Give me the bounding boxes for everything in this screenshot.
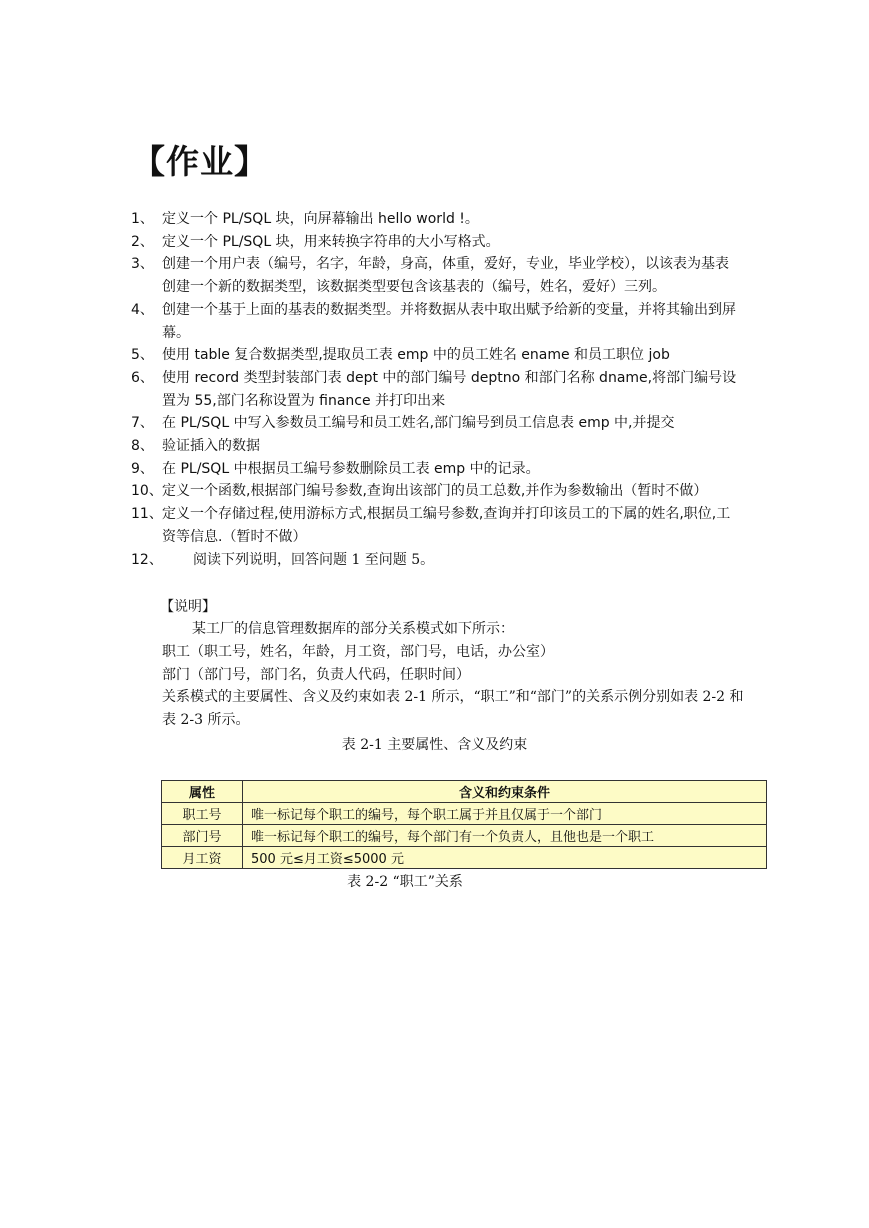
list-item	[0, 458, 869, 481]
table-cell: 月工资	[162, 847, 243, 869]
note-paragraph: 某工厂的信息管理数据库的部分关系模式如下所示：	[192, 621, 514, 637]
item-text: 在 PL/SQL 中根据员工编号参数删除员工表 emp 中的记录。	[162, 460, 540, 477]
attribute-table	[161, 780, 767, 869]
item-number: 7、	[131, 415, 154, 432]
item-number: 12、	[131, 551, 163, 568]
table-row	[162, 847, 767, 869]
list-item	[0, 208, 869, 231]
item-number: 4、	[131, 301, 154, 318]
item-number: 2、	[131, 233, 154, 250]
item-number: 9、	[131, 460, 154, 477]
table-cell: 500 元≤月工资≤5000 元	[243, 847, 767, 869]
item-text: 定义一个存储过程,使用游标方式,根据员工编号参数,查询并打印该员工的下属的姓名,职位,工资等信息.（暂时不做）	[162, 506, 731, 545]
item-text: 在 PL/SQL 中写入参数员工编号和员工姓名,部门编号到员工信息表 emp 中,并提交	[162, 415, 675, 432]
list-item	[0, 412, 869, 435]
note-paragraph: 关系模式的主要属性、含义及约束如表 2-1 所示，“职工”和“部门”的关系示例分别如表 2-2 和表 2-3 所示。	[162, 689, 744, 728]
note-heading: 【说明】	[160, 599, 216, 615]
list-item	[0, 503, 869, 548]
item-text: 使用 table 复合数据类型,提取员工表 emp 中的员工姓名 ename 和员工职位 job	[162, 347, 670, 364]
item-number: 11、	[131, 506, 163, 523]
department-schema: 部门（部门号，部门名，负责人代码，任职时间）	[162, 667, 470, 683]
table-caption: 表 2-2 “职工”关系	[347, 874, 463, 890]
list-item	[0, 344, 869, 367]
table-cell: 唯一标记每个职工的编号，每个职工属于并且仅属于一个部门	[243, 803, 767, 825]
item-text: 阅读下列说明，回答问题 1 至问题 5。	[193, 551, 435, 568]
column-header: 属性	[162, 781, 243, 803]
table-row	[162, 803, 767, 825]
table-cell: 职工号	[162, 803, 243, 825]
list-item	[0, 480, 869, 503]
employee-schema: 职工（职工号，姓名，年龄，月工资，部门号，电话，办公室）	[162, 644, 554, 660]
table-caption: 表 2-1 主要属性、含义及约束	[341, 737, 528, 753]
page-title: 【作业】	[132, 142, 268, 181]
item-text: 验证插入的数据	[162, 438, 260, 455]
item-number: 1、	[131, 211, 154, 227]
assignment-list	[0, 208, 869, 571]
item-number: 3、	[131, 256, 154, 273]
list-item	[0, 253, 869, 298]
item-text: 创建一个基于上面的基表的数据类型。并将数据从表中取出赋予给新的变量，并将其输出到屏幕。	[162, 301, 736, 341]
list-item	[0, 231, 869, 254]
item-number: 10、	[131, 483, 163, 500]
list-item	[0, 549, 869, 572]
item-number: 5、	[131, 347, 154, 364]
column-header: 含义和约束条件	[243, 781, 767, 803]
item-text: 使用 record 类型封装部门表 dept 中的部门编号 deptno 和部门名称 dname,将部门编号设置为 55,部门名称设置为 finance 并打印出来	[162, 369, 737, 409]
table-header-row	[162, 781, 767, 803]
table-cell: 唯一标记每个职工的编号，每个部门有一个负责人，且他也是一个职工	[243, 825, 767, 847]
item-number: 6、	[131, 369, 154, 386]
list-item	[0, 367, 869, 412]
list-item	[0, 435, 869, 458]
item-text: 创建一个用户表（编号，名字，年龄，身高，体重，爱好，专业，毕业学校），以该表为基表创建一个新的数据类型，该数据类型要包含该基表的（编号，姓名，爱好）三列。	[162, 256, 729, 296]
item-text: 定义一个函数,根据部门编号参数,查询出该部门的员工总数,并作为参数输出（暂时不做）	[162, 483, 708, 500]
item-text: 定义一个 PL/SQL 块，向屏幕输出 hello world !。	[162, 211, 479, 227]
item-text: 定义一个 PL/SQL 块，用来转换字符串的大小写格式。	[162, 233, 500, 250]
table-row	[162, 825, 767, 847]
list-item	[0, 299, 869, 344]
item-number: 8、	[131, 438, 154, 455]
table-cell: 部门号	[162, 825, 243, 847]
